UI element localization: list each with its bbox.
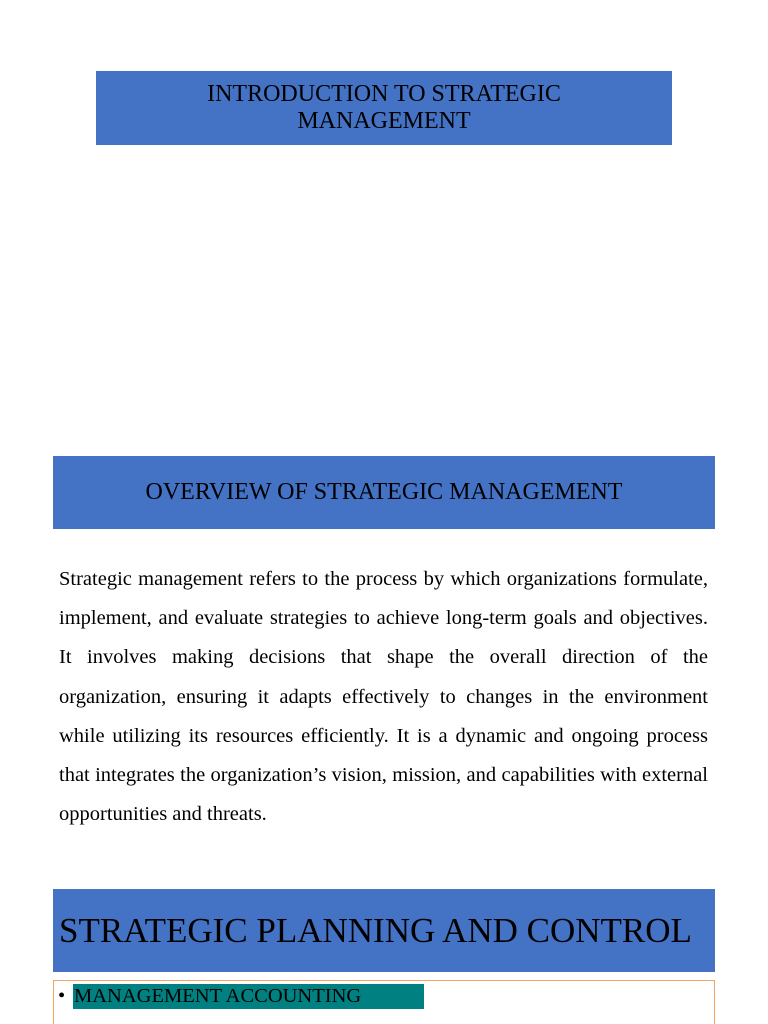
overview-heading: OVERVIEW OF STRATEGIC MANAGEMENT (145, 479, 623, 505)
title-banner (96, 71, 672, 145)
list-item-label: MANAGEMENT ACCOUNTING (73, 984, 424, 1009)
overview-paragraph: Strategic management refers to the process by which organizations formulate, implement, and evaluate strategies to achieve long-term goals and objectives. It involves making decisions that shape the overall direction of the organization, ensuring it adapts effectively to changes in the environment while utilizing its resources efficiently. It is a dynamic and ongoing process that integrates the organization’s vision, mission, and capabilities with external opportunities and threats. (59, 568, 708, 826)
bullet-icon: • (58, 985, 66, 1007)
document-title: INTRODUCTION TO STRATEGIC MANAGEMENT (207, 81, 561, 134)
overview-banner (53, 456, 715, 529)
planning-heading: STRATEGIC PLANNING AND CONTROL (59, 910, 692, 950)
list-item (58, 984, 424, 1009)
planning-list (53, 980, 715, 1024)
planning-banner (53, 889, 715, 972)
